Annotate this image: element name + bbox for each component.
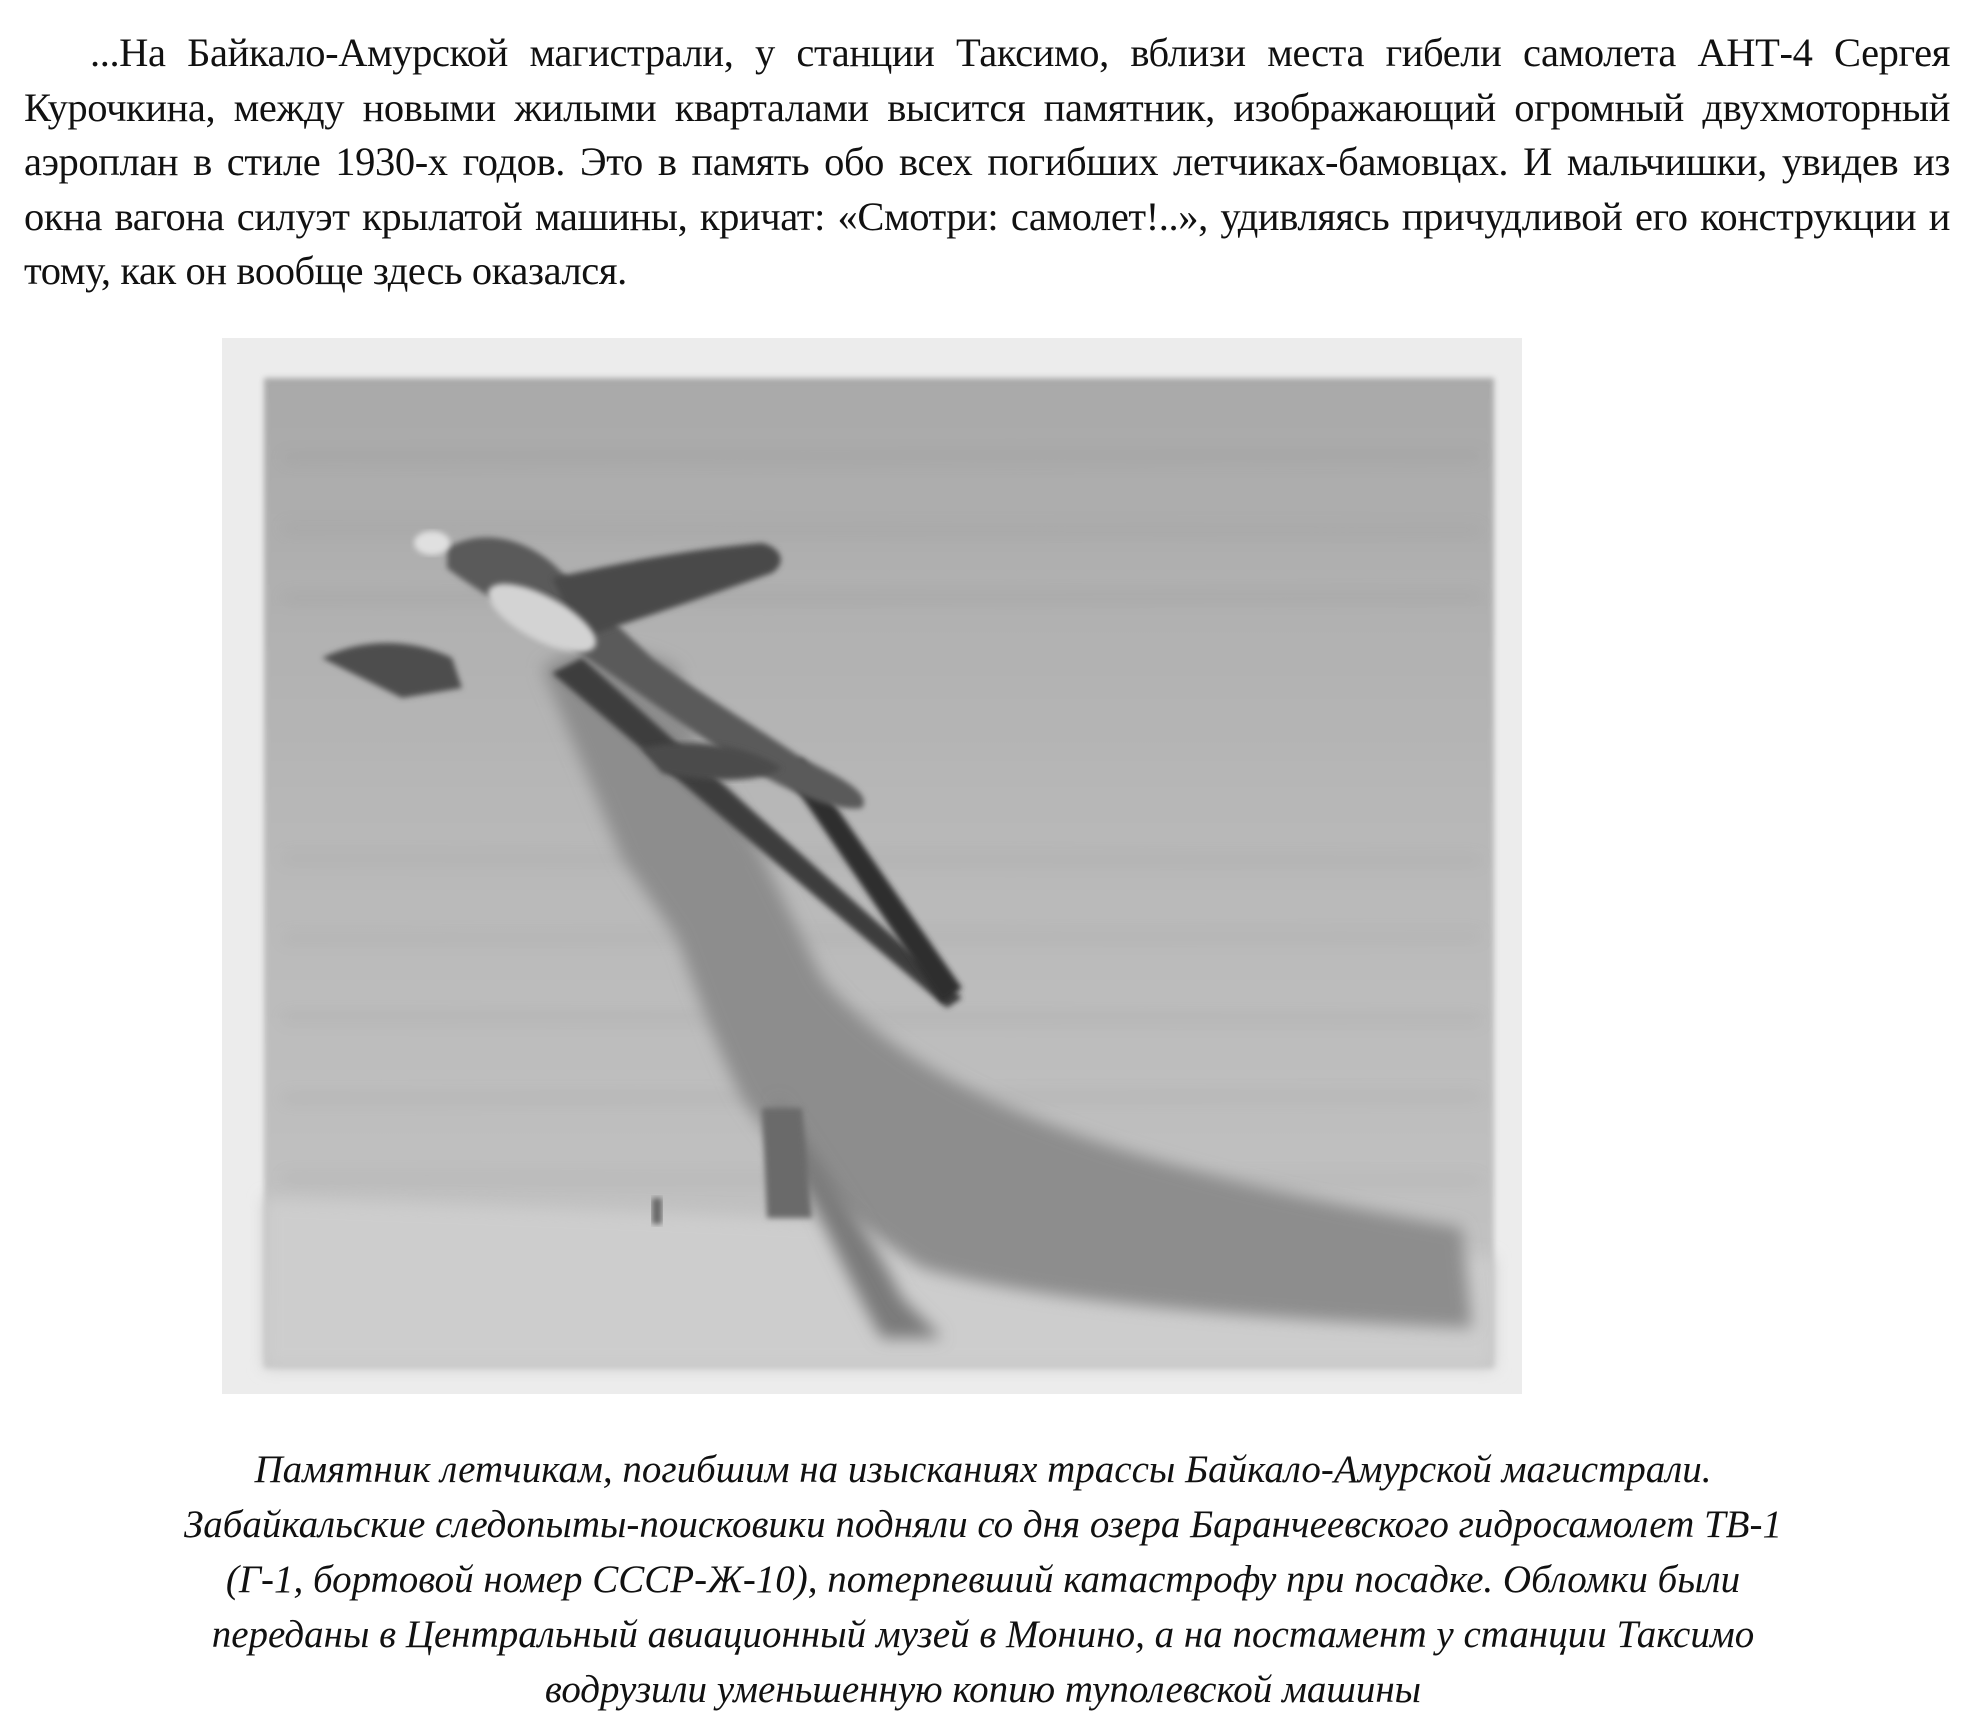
article-paragraph: ...На Байкало-Амурской магистрали, у станции Таксимо, вблизи места гибели самолета АНТ-4 Сергея Курочкина, между новыми жилыми кварталами высится памятник, изображающий огромный двухмоторный аэроплан в стиле 1930-х годов. Это в память обо всех погибших летчиках-бамовцах. И мальчишки, увидев из окна вагона силуэт крылатой машины, кричат: «Смотри: самолет!..», удивляясь причудливой его конструкции и тому, как он вообще здесь оказался. (24, 30, 1950, 293)
caption-line: водрузили уменьшенную копию туполевской машины (544, 1668, 1422, 1711)
caption-line: переданы в Центральный авиационный музей в Монино, а на постамент у станции Таксимо (211, 1613, 1755, 1656)
monument-airplane-image (222, 338, 1522, 1394)
caption-line: (Г-1, бортовой номер СССР-Ж-10), потерпевший катастрофу при посадке. Обломки были (225, 1558, 1741, 1601)
caption-line: Забайкальские следопыты-поисковики подняли со дня озера Баранчеевского гидросамолет ТВ-1 (183, 1503, 1782, 1546)
monument-photo (222, 338, 1522, 1394)
caption-line: Памятник летчикам, погибшим на изысканиях трассы Байкало-Амурской магистрали. (254, 1448, 1712, 1491)
figure-caption (30, 1442, 1936, 1717)
